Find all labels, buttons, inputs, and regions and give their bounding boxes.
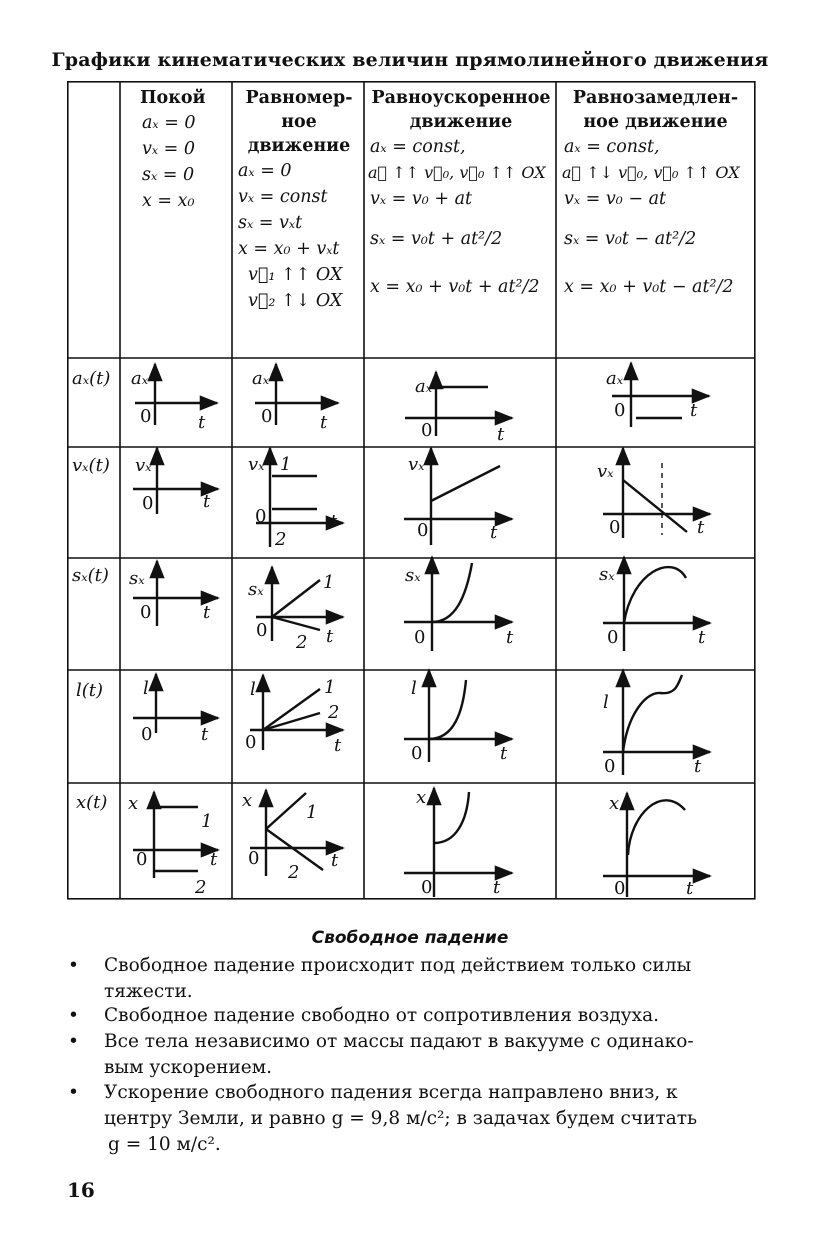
label-t: t — [330, 511, 338, 532]
header-uniform-title-1: Равномер- — [245, 88, 353, 108]
formula: vₓ = v₀ − at — [564, 189, 667, 209]
label-t: t — [320, 412, 328, 433]
bullet-line: тяжести. — [104, 981, 193, 1002]
label-zero: 0 — [609, 517, 621, 538]
label-x: x — [128, 793, 139, 814]
label-ax: aₓ — [252, 368, 270, 389]
label-t: t — [331, 850, 339, 871]
label-sx: sₓ — [248, 579, 264, 600]
formula: vₓ = v₀ + at — [370, 189, 473, 209]
label-zero: 0 — [604, 756, 616, 777]
bullet-item — [68, 1029, 753, 1081]
label-zero: 0 — [414, 627, 426, 648]
label-t: t — [493, 877, 501, 898]
label-l: l — [143, 678, 149, 699]
label-zero: 0 — [256, 620, 268, 641]
label-two: 2 — [195, 877, 207, 898]
label-l: l — [603, 692, 609, 713]
label-x: x — [242, 790, 253, 811]
label-zero: 0 — [411, 743, 423, 764]
header-accelerated-title-1: Равноускоренное — [371, 88, 551, 108]
formula: sₓ = 0 — [142, 165, 195, 185]
label-zero: 0 — [417, 520, 429, 541]
label-one: 1 — [306, 802, 318, 823]
formula: vₓ = 0 — [142, 139, 196, 159]
label-sx: sₓ — [599, 564, 615, 585]
label-t: t — [497, 424, 505, 445]
label-l: l — [250, 679, 256, 700]
label-two: 2 — [328, 702, 340, 723]
bullet-line: Свободное падение свободно от сопротивления воздуха. — [104, 1005, 660, 1026]
label-t: t — [198, 412, 206, 433]
label-l: l — [411, 678, 417, 699]
bullet-icon: • — [68, 955, 79, 976]
formula: aₓ = 0 — [142, 113, 196, 133]
formula: x = x₀ — [142, 191, 195, 211]
header-decelerated-title-2: ное движение — [583, 112, 728, 132]
bullet-line: Ускорение свободного падения всегда направлено вниз, к — [104, 1082, 678, 1103]
section-title: Свободное падение — [311, 928, 509, 948]
label-one: 1 — [324, 677, 336, 698]
graph-sx-decelerated — [603, 557, 710, 651]
label-vx: vₓ — [597, 461, 614, 482]
formula: aₓ = const, — [564, 137, 660, 157]
label-t: t — [506, 627, 514, 648]
row-label-ax: aₓ(t) — [72, 368, 111, 389]
label-t: t — [500, 743, 508, 764]
header-rest-title: Покой — [140, 88, 206, 108]
label-two: 2 — [288, 862, 300, 883]
label-x: x — [609, 793, 620, 814]
formula: aₓ = const, — [370, 137, 466, 157]
bullet-line: Свободное падение происходит под действием только силы — [104, 955, 692, 976]
label-zero: 0 — [614, 878, 626, 899]
label-t: t — [326, 626, 334, 647]
formula: v⃗₁ ↑↑ OX — [248, 265, 343, 285]
label-vx: vₓ — [408, 454, 425, 475]
row-label-l: l(t) — [76, 680, 104, 701]
formula: vₓ = const — [238, 187, 328, 207]
bullet-line: вым ускорением. — [104, 1057, 273, 1078]
bullet-icon: • — [68, 1031, 79, 1052]
row-label-x: x(t) — [76, 792, 108, 813]
formula: x = x₀ + v₀t + at²/2 — [370, 277, 540, 297]
bullet-icon: • — [68, 1005, 79, 1026]
formula: sₓ = vₓt — [238, 213, 303, 233]
label-two: 2 — [275, 529, 287, 550]
formula: x = x₀ + v₀t − at²/2 — [564, 277, 734, 297]
label-zero: 0 — [261, 406, 273, 427]
label-t: t — [690, 400, 698, 421]
label-one: 1 — [201, 811, 213, 832]
label-zero: 0 — [614, 400, 626, 421]
row-label-sx: sₓ(t) — [72, 565, 109, 586]
label-t: t — [698, 627, 706, 648]
label-two: 2 — [296, 632, 308, 653]
label-one: 1 — [323, 572, 335, 593]
formula: v⃗₂ ↑↓ OX — [248, 291, 343, 311]
row-label-vx: vₓ(t) — [72, 455, 110, 476]
formula: x = x₀ + vₓt — [238, 239, 340, 259]
label-zero: 0 — [421, 877, 433, 898]
label-ax: aₓ — [606, 368, 624, 389]
page-number: 16 — [67, 1178, 95, 1202]
label-zero: 0 — [245, 732, 257, 753]
header-uniform-title-3: движение — [247, 136, 351, 156]
header-decelerated-title-1: Равнозамедлен- — [572, 88, 739, 108]
label-sx: sₓ — [129, 568, 145, 589]
bullet-line: g = 10 м/с². — [108, 1134, 221, 1155]
bullet-item — [68, 953, 753, 1005]
label-t: t — [490, 522, 498, 543]
label-x: x — [416, 787, 427, 808]
page-title: Графики кинематических величин прямолинейного движения — [51, 49, 769, 71]
label-zero: 0 — [141, 724, 153, 745]
formula: aₓ = 0 — [238, 161, 292, 181]
formula: sₓ = v₀t − at²/2 — [564, 229, 697, 249]
label-t: t — [694, 756, 702, 777]
label-zero: 0 — [140, 602, 152, 623]
formula: a⃗ ↑↑ v⃗₀, v⃗₀ ↑↑ OX — [368, 163, 546, 182]
label-zero: 0 — [136, 849, 148, 870]
bullet-item — [68, 1080, 753, 1158]
formula: a⃗ ↑↓ v⃗₀, v⃗₀ ↑↑ OX — [562, 163, 740, 182]
label-ax: aₓ — [131, 368, 149, 389]
header-accelerated-title-2: движение — [409, 112, 513, 132]
label-zero: 0 — [607, 627, 619, 648]
bullet-line: центру Земли, и равно g = 9,8 м/с²; в задачах будем считать — [104, 1108, 698, 1129]
label-sx: sₓ — [405, 565, 421, 586]
formula: sₓ = v₀t + at²/2 — [370, 229, 503, 249]
label-t: t — [201, 724, 209, 745]
label-vx: vₓ — [135, 455, 152, 476]
label-t: t — [203, 602, 211, 623]
label-t: t — [686, 878, 694, 899]
graph-vx-uniform — [256, 448, 343, 547]
label-one: 1 — [280, 454, 292, 475]
label-t: t — [203, 491, 211, 512]
label-t: t — [334, 735, 342, 756]
label-zero: 0 — [421, 420, 433, 441]
label-vx: vₓ — [248, 454, 265, 475]
header-uniform-title-2: ное — [281, 112, 317, 132]
label-zero: 0 — [140, 406, 152, 427]
label-zero: 0 — [142, 493, 154, 514]
label-ax: aₓ — [415, 376, 433, 397]
label-zero: 0 — [255, 506, 267, 527]
bullet-item — [68, 1003, 753, 1029]
label-t: t — [697, 517, 705, 538]
label-zero: 0 — [248, 848, 260, 869]
label-t: t — [210, 849, 218, 870]
bullet-line: Все тела независимо от массы падают в вакууме с одинако- — [104, 1031, 694, 1052]
bullet-icon: • — [68, 1082, 79, 1103]
